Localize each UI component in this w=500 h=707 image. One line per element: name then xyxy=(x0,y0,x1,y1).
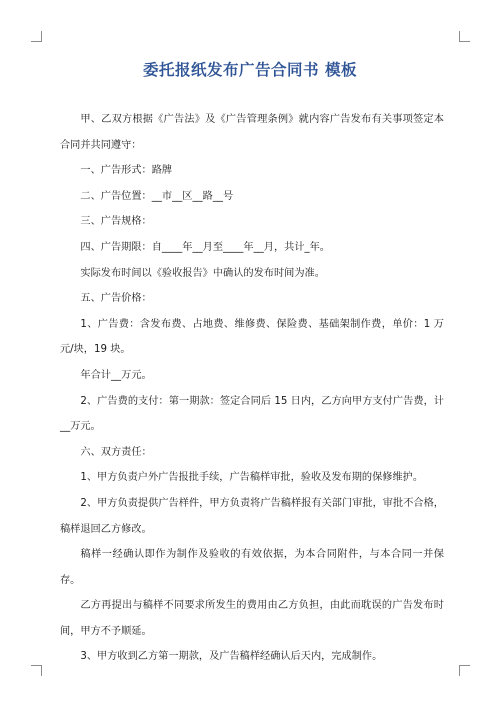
document-body xyxy=(60,107,444,670)
paragraph-extra-cost: 乙方再提出与稿样不同要求所发生的费用由乙方负担，由此而耽误的广告发布时间，甲方不予顺延。 xyxy=(60,600,444,637)
crop-mark-bottom-left xyxy=(31,665,42,676)
paragraph-ad-fee: 1、广告费：含发布费、占地费、维修费、保险费、基础架制作费，单价：1 万元/块，19 块。 xyxy=(60,318,444,356)
crop-mark-top-right xyxy=(459,31,470,42)
crop-mark-bottom-right xyxy=(459,665,470,676)
paragraph-duty-1: 1、甲方负责户外广告报批手续，广告稿样审批，验收及发布期的保修维护。 xyxy=(80,472,424,484)
paragraph-responsibilities: 六、双方责任： xyxy=(80,446,152,458)
crop-mark-top-left xyxy=(31,31,42,42)
paragraph-annual-total: 年合计__万元。 xyxy=(80,369,152,381)
paragraph-ad-location: 二、广告位置：__市__区__路__号 xyxy=(80,190,234,202)
paragraph-duty-2: 2、甲方负责提供广告样件，甲方负责将广告稿样报有关部门审批，审批不合格，稿样退回乙方修改。 xyxy=(60,497,444,535)
paragraph-draft-confirm: 稿样一经确认即作为制作及验收的有效依据，为本合同附件，与本合同一并保存。 xyxy=(60,549,444,586)
paragraph-ad-period: 四、广告期限：自____年__月至____年__月，共计_年。 xyxy=(80,241,330,253)
paragraph-ad-form: 一、广告形式：路牌 xyxy=(80,165,173,177)
paragraph-payment: 2、广告费的支付：第一期款：签定合同后 15 日内，乙方向甲方支付广告费，计__万元。 xyxy=(60,395,444,433)
paragraph-preamble: 甲、乙双方根据《广告法》及《广告管理条例》就内容广告发布有关事项签定本合同并共同遵守： xyxy=(60,114,444,151)
paragraph-actual-time: 实际发布时间以《验收报告》中确认的发布时间为准。 xyxy=(80,267,325,279)
document-title: 委托报纸发布广告合同书 模板 xyxy=(143,61,357,79)
paragraph-duty-3: 3、甲方收到乙方第一期款，及广告稿样经确认后天内，完成制作。 xyxy=(80,651,383,663)
paragraph-ad-spec: 三、广告规格： xyxy=(80,216,152,228)
paragraph-ad-price: 五、广告价格： xyxy=(80,293,152,305)
